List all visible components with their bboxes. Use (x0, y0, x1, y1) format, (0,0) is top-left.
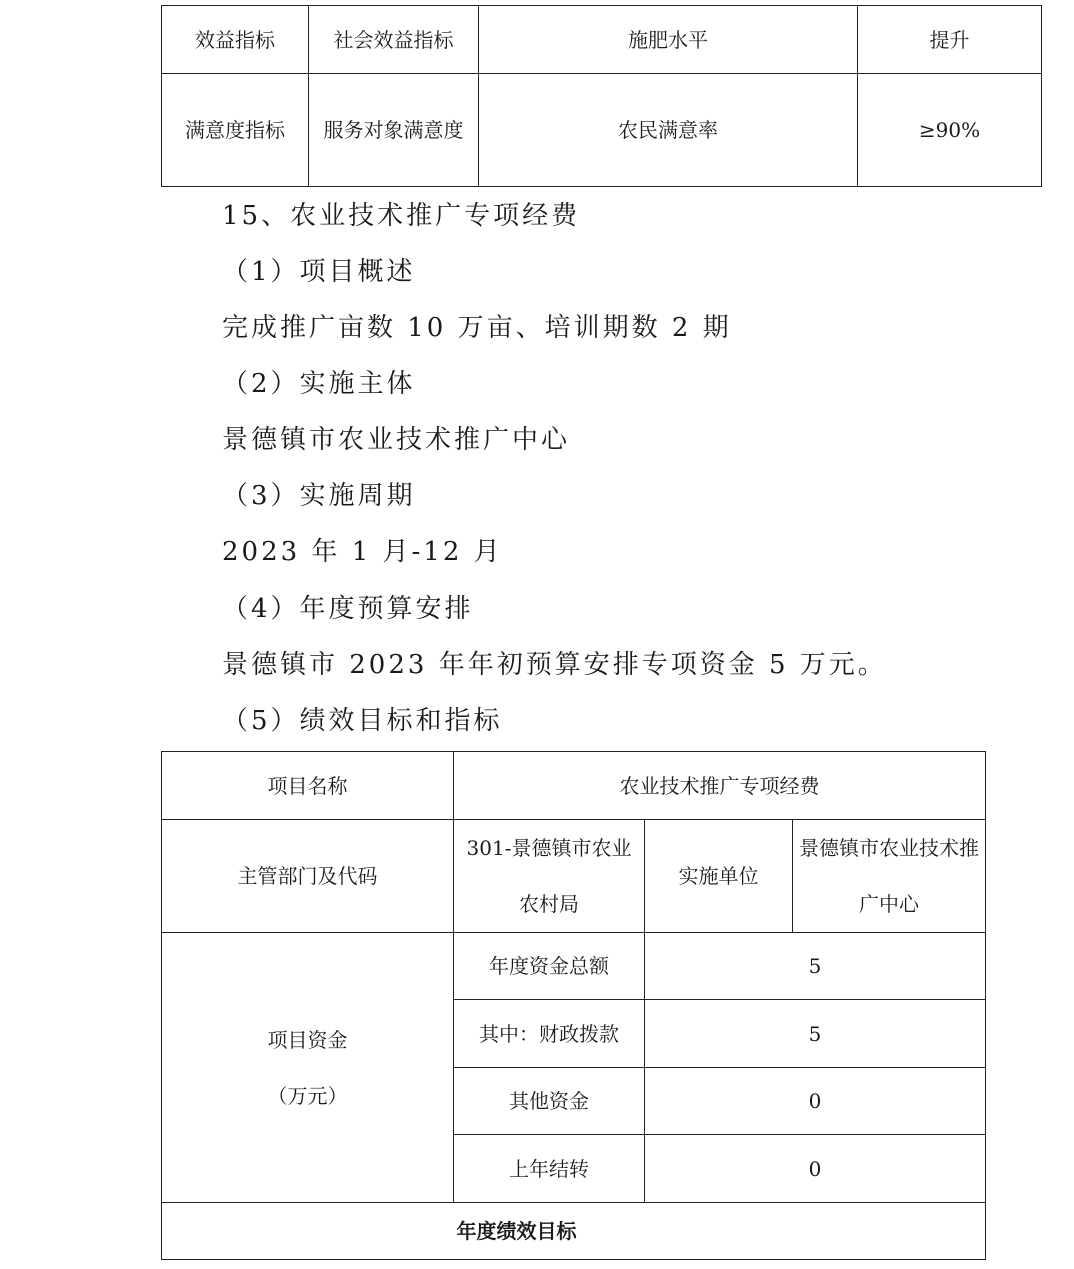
item-1-title: （1）项目概述 (222, 257, 416, 287)
table-row (162, 752, 986, 820)
item-4-title: （4）年度预算安排 (222, 594, 474, 624)
dept-label: 主管部门及代码 (162, 820, 454, 933)
table-cell: 服务对象满意度 (309, 74, 479, 187)
dept-value: 301-景德镇市农业农村局 (454, 820, 645, 933)
unit-value: 景德镇市农业技术推广中心 (793, 820, 986, 933)
item-3-text: 2023 年 1 月-12 月 (222, 537, 503, 567)
table-cell: 提升 (858, 6, 1042, 74)
table-row (162, 6, 1042, 74)
fund-row-label: 其中：财政拨款 (454, 1000, 645, 1068)
table-cell: 农民满意率 (479, 74, 858, 187)
fund-row-label: 年度资金总额 (454, 933, 645, 1000)
fund-unit: （万元） (267, 1083, 348, 1108)
item-1-text: 完成推广亩数 10 万亩、培训期数 2 期 (222, 313, 732, 343)
indicator-table-continued (161, 5, 1042, 187)
item-3-title: （3）实施周期 (222, 481, 416, 511)
project-name-value: 农业技术推广专项经费 (454, 752, 986, 820)
project-name-label: 项目名称 (162, 752, 454, 820)
table-cell: 效益指标 (162, 6, 309, 74)
item-2-text: 景德镇市农业技术推广中心 (222, 425, 571, 455)
table-row (162, 74, 1042, 187)
table-row (162, 933, 986, 1000)
item-2-title: （2）实施主体 (222, 369, 416, 399)
table-cell: 满意度指标 (162, 74, 309, 187)
fund-row-label: 其他资金 (454, 1068, 645, 1135)
table-row (162, 1203, 986, 1260)
section-heading: 15、农业技术推广专项经费 (222, 201, 581, 231)
fund-row-value: 5 (645, 1000, 986, 1068)
fund-label-cell (162, 933, 454, 1203)
fund-label: 项目资金 (267, 1027, 348, 1052)
table-cell: 施肥水平 (479, 6, 858, 74)
fund-row-label: 上年结转 (454, 1135, 645, 1203)
table-row (162, 820, 986, 933)
fund-row-value: 5 (645, 933, 986, 1000)
unit-label: 实施单位 (645, 820, 793, 933)
fund-row-value: 0 (645, 1068, 986, 1135)
table-cell: ≥90% (858, 74, 1042, 187)
item-5-title: （5）绩效目标和指标 (222, 706, 503, 736)
project-info-table (161, 751, 986, 1260)
annual-goal-header: 年度绩效目标 (162, 1203, 986, 1260)
fund-row-value: 0 (645, 1135, 986, 1203)
table-cell: 社会效益指标 (309, 6, 479, 74)
item-4-text: 景德镇市 2023 年年初预算安排专项资金 5 万元。 (222, 650, 887, 680)
